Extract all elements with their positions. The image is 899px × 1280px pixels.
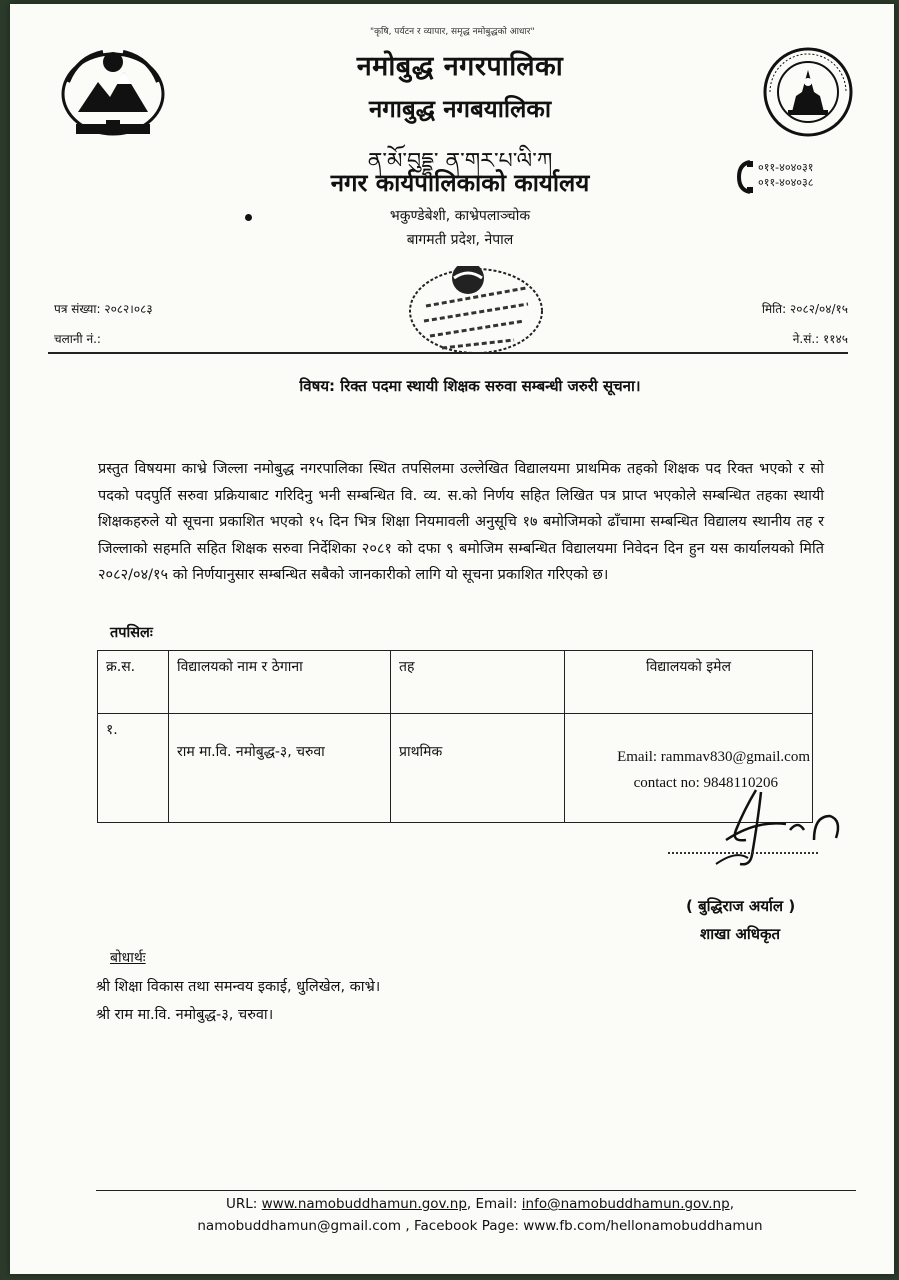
nepal-emblem-icon [58,42,168,138]
org-name-nepali: नमोबुद्ध नगरपालिका [356,51,564,82]
address-line-1: भकुण्डेबेशी, काभ्रेपलाञ्चोक [389,208,531,224]
col-header-sn: क्र.स. [98,651,169,714]
header-divider [48,352,848,354]
facebook-label: , Facebook Page: [401,1218,524,1234]
ink-dot [245,214,252,221]
org-name-tibetan: ན་མོ་བུདྡྷ་ ན་གར་པ་ལི་ཀ [367,149,553,174]
url-label: URL: [226,1196,262,1212]
subject-line: विषय: रिक्त पदमा स्थायी शिक्षक सरुवा सम्बन्धी जरुरी सूचना। [299,377,641,395]
cc-heading: बोधार्थः [110,950,146,966]
cell-sn: १. [98,714,169,823]
footer-line-2 [90,1218,870,1234]
school-contact-number: contact no: 9848110206 [633,775,778,791]
date-row [718,294,848,324]
office-name: नगर कार्यपालिकाको कार्यालय [330,169,590,197]
phone-1: ०११-४०४०३१ [758,161,814,174]
letter-page [10,4,894,1274]
ns-value: ११४५ [823,332,848,346]
facebook-link[interactable]: www.fb.com/hellonamobuddhamun [523,1218,763,1234]
patra-value: २०८२।०८३ [104,302,153,316]
phone-numbers [758,160,813,190]
patra-label: पत्र संख्या: [54,302,101,316]
footer-line-1 [90,1196,870,1212]
cc-item: श्री राम मा.वि. नमोबुद्ध-३, चरुवा। [96,1007,274,1023]
cc-item: श्री शिक्षा विकास तथा समन्वय इकाई, धुलिखेल, काभ्रे। [96,979,381,995]
website-link[interactable]: www.namobuddhamun.gov.np [261,1196,467,1212]
reference-right [718,294,848,354]
ns-label: ने.सं.: [792,332,820,346]
municipality-seal-icon [762,46,854,138]
phone-2: ०११-४०४०३८ [758,176,814,189]
school-email: Email: rammav830@gmail.com [617,749,810,765]
cell-school-name: राम मा.वि. नमोबुद्ध-३, चरुवा [169,714,391,823]
signatory-name: ( बुद्धिराज अर्याल ) [686,897,796,915]
date-value: २०८२/०४/१५ [789,302,848,316]
col-header-level: तह [391,651,565,714]
table-header-row [98,651,813,714]
chalani-label: चलानी नं.: [54,332,101,346]
email-suffix: , [729,1196,734,1212]
col-header-email: विद्यालयको इमेल [565,651,813,714]
ns-row [718,324,848,354]
col-header-name: विद्यालयको नाम र ठेगाना [169,651,391,714]
address-line-2: बागमती प्रदेश, नेपाल [406,232,514,248]
phone-icon [736,160,754,194]
office-stamp-icon [406,266,546,356]
org-name-newari: नगाबुद्ध नगबयालिका [368,95,552,123]
signatory-title: शाखा अधिकृत [700,925,781,943]
signature-line [668,852,818,854]
reference-left [54,294,153,354]
email-label: , Email: [466,1196,522,1212]
chalani-row [54,324,153,354]
cell-level: प्राथमिक [391,714,565,823]
patra-row [54,294,153,324]
motto-text: "कृषि, पर्यटन र व्यापार, समृद्ध नमोबुद्धको आधार" [370,27,535,37]
notice-body: प्रस्तुत विषयमा काभ्रे जिल्ला नमोबुद्ध नगरपालिका स्थित तपसिलमा उल्लेखित विद्यालयमा प्राथमिक तहको शिक्षक पद रिक्त भएको र सो पदको पदपुर्ति सरुवा प्रक्रियाबाट गरिदिनु भनी सम्बन्धित वि. व्य. स.को निर्णय सहित लिखित पत्र प्राप्त भएकोले सम्बन्धित तहका स्थायी शिक्षकहरुले यो सूचना प्रकाशित भएको १५ दिन भित्र शिक्षा नियमावली अनुसूचि १७ बमोजिमको ढाँचामा सम्बन्धित विद्यालय स्थानीय तह र जिल्लाको सहमति सहित शिक्षक सरुवा निर्देशिका २०८१ को दफा ९ बमोजिम सम्बन्धित विद्यालयमा निवेदन दिन हुन यस कार्यालयको मिति २०८२/०४/१५ को निर्णयानुसार सम्बन्धित सबैको जानकारीको लागि यो सूचना प्रकाशित गरिएको छ। [98,461,824,583]
footer-divider [96,1190,856,1191]
signature-icon [686,780,846,870]
tapasil-label: तपसिलः [110,625,153,641]
gmail-link[interactable]: namobuddhamun@gmail.com [197,1218,402,1234]
email-link[interactable]: info@namobuddhamun.gov.np [521,1196,730,1212]
date-label: मिति: [761,302,787,316]
